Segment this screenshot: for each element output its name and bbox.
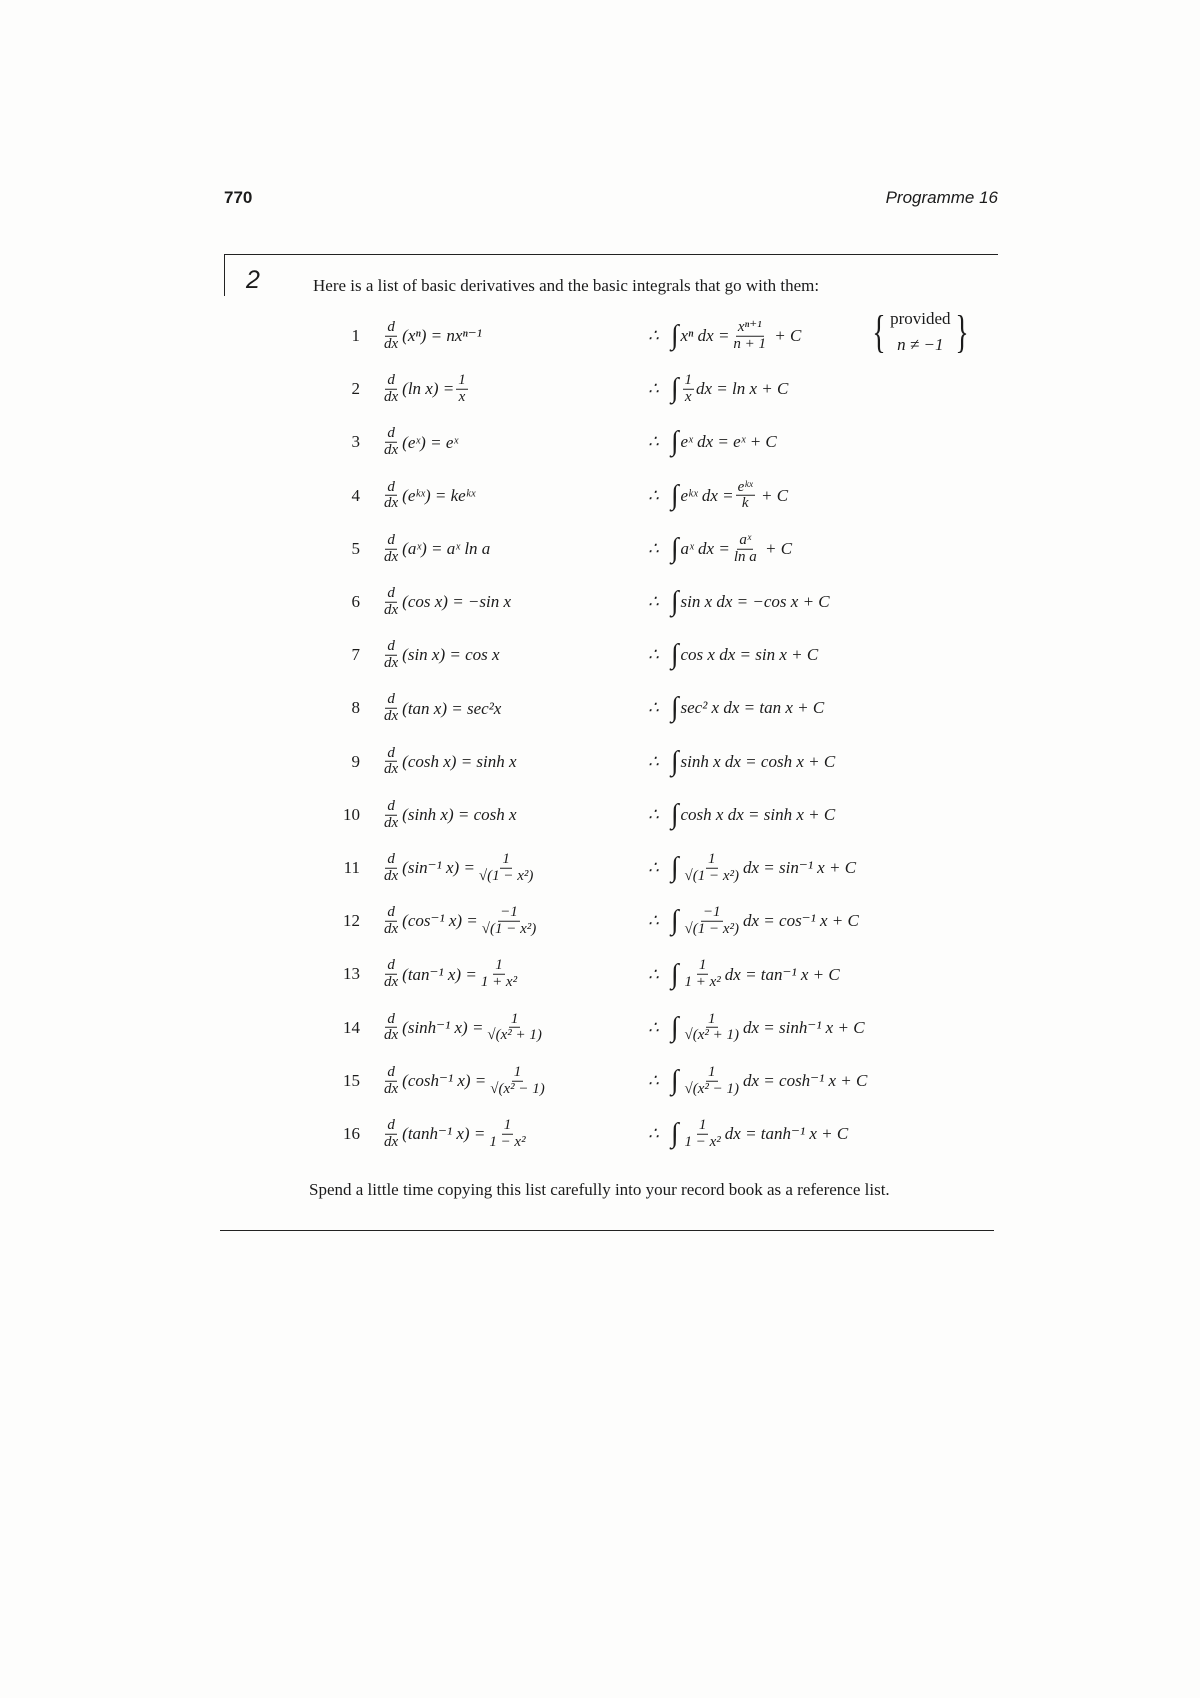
formula-number: 12	[343, 911, 360, 931]
d-dx-denominator: dx	[384, 654, 399, 671]
derivative-result: = sec²x	[451, 698, 502, 718]
formula-number: 5	[351, 538, 360, 558]
formula-number: 6	[351, 592, 360, 611]
integral-sign: ∫	[670, 320, 679, 351]
formula-number: 13	[343, 964, 360, 984]
integral	[648, 641, 818, 669]
derivative-function: (tanh⁻¹ x) =	[402, 1124, 486, 1143]
integrand-fraction-denominator: √(x² + 1)	[684, 1027, 739, 1044]
integral-result-fraction	[731, 320, 768, 353]
integral-expression: dx = tanh⁻¹ x + C	[724, 1124, 849, 1143]
derivative-result: = cos x	[449, 645, 500, 665]
formula-row	[330, 1110, 990, 1158]
derivative-function: (tan⁻¹ x) =	[402, 964, 477, 984]
formula-row	[330, 631, 990, 679]
integral-result-fraction	[736, 479, 755, 512]
integrand-fraction-numerator: 1	[708, 1063, 716, 1080]
derivative	[380, 479, 475, 512]
derivative-fraction-numerator: 1	[502, 850, 510, 867]
formula-row	[330, 684, 990, 732]
d-dx-denominator: dx	[384, 441, 399, 458]
d-dx-denominator: dx	[384, 1133, 399, 1150]
derivative-function: (cosh x)	[402, 751, 457, 771]
condition-note	[868, 306, 973, 357]
integral	[648, 958, 840, 991]
derivative	[380, 533, 490, 566]
therefore-symbol: ∴	[648, 645, 659, 665]
integrand-fraction-denominator: x	[684, 388, 692, 405]
integral	[648, 588, 830, 616]
derivative-function: (eᵏˣ)	[402, 485, 431, 505]
derivative-fraction	[479, 958, 519, 991]
derivative-fraction-numerator: 1	[495, 957, 503, 974]
derivative-function: (sinh⁻¹ x) =	[402, 1017, 484, 1037]
condition-line-1: provided	[890, 309, 951, 328]
integral-expression: cosh x dx = sinh x + C	[680, 804, 836, 824]
integral-expression: sin x dx = −cos x + C	[680, 592, 830, 611]
d-dx-numerator: d	[387, 903, 395, 920]
d-dx-numerator: d	[387, 637, 395, 654]
integral-expression: dx = sinh⁻¹ x + C	[743, 1017, 865, 1037]
derivative-function: (ln x) =	[402, 379, 455, 399]
derivative-result: = cosh x	[457, 804, 517, 824]
formula-number: 9	[351, 751, 360, 771]
derivative	[380, 639, 500, 672]
integral-expression: eˣ dx = eˣ + C	[680, 432, 777, 452]
derivative-function: (cos⁻¹ x) =	[402, 911, 478, 931]
derivative-fraction-denominator: x	[458, 388, 466, 405]
derivative	[380, 852, 537, 885]
integral-sign: ∫	[670, 1011, 679, 1043]
intro-text: Here is a list of basic derivatives and the basic integrals that go with them:	[313, 276, 820, 295]
top-rule	[224, 254, 998, 255]
integral	[648, 479, 788, 512]
formula-row	[330, 1057, 990, 1105]
d-dx-denominator: dx	[384, 388, 399, 405]
integral-sign: ∫	[670, 426, 679, 458]
d-dx-denominator: dx	[384, 548, 399, 565]
derivative-fraction-denominator: √(x² − 1)	[490, 1080, 545, 1097]
formula-row	[330, 525, 990, 573]
derivative-fraction	[485, 1011, 544, 1044]
integral-sign: ∫	[670, 745, 679, 777]
derivative	[380, 905, 540, 938]
integrand-fraction-numerator: 1	[698, 957, 707, 974]
d-dx-numerator: d	[387, 1010, 395, 1027]
integral-expression: dx = cosh⁻¹ x + C	[743, 1070, 868, 1090]
integrand-fraction	[683, 373, 695, 406]
derivative-fraction	[477, 852, 536, 885]
integral-constant: + C	[765, 538, 793, 558]
therefore-symbol: ∴	[648, 379, 659, 399]
formula-row	[330, 365, 990, 413]
derivative-function: (cosh⁻¹ x) =	[402, 1070, 487, 1090]
derivative-result: = −sin x	[452, 592, 512, 611]
formula-number: 2	[351, 379, 360, 399]
formula-number: 16	[343, 1124, 360, 1143]
d-dx-numerator: d	[387, 371, 395, 388]
therefore-symbol: ∴	[648, 1124, 659, 1143]
d-dx-denominator: dx	[384, 973, 399, 990]
formula-row	[330, 578, 990, 626]
d-dx	[382, 799, 400, 832]
formula-number: 14	[343, 1017, 360, 1037]
derivative-fraction	[456, 373, 468, 406]
integral	[648, 320, 801, 353]
integrand-fraction-numerator: 1	[698, 1116, 707, 1133]
formula-row	[330, 1004, 990, 1052]
therefore-symbol: ∴	[648, 326, 659, 345]
derivative-function: (eˣ)	[402, 432, 426, 452]
formula-row	[330, 950, 990, 998]
derivative	[380, 586, 511, 619]
d-dx-numerator: d	[387, 1116, 395, 1133]
left-brace: {	[872, 305, 886, 357]
integral-sign: ∫	[670, 639, 679, 671]
d-dx-denominator: dx	[384, 920, 399, 937]
d-dx	[382, 1118, 400, 1151]
condition-lines	[890, 306, 950, 357]
derivative	[380, 1011, 546, 1044]
d-dx-numerator: d	[387, 1063, 395, 1080]
integral-expression: xⁿ dx =	[680, 326, 730, 345]
integral-sign: ∫	[670, 586, 679, 617]
d-dx	[382, 479, 400, 512]
formula-number: 15	[343, 1070, 360, 1090]
closing-text: Spend a little time copying this list carefully into your record book as a reference list.	[309, 1180, 890, 1199]
derivative-result: = nxⁿ⁻¹	[430, 326, 482, 345]
therefore-symbol: ∴	[648, 858, 659, 877]
d-dx-denominator: dx	[384, 495, 399, 512]
integral-result-fraction	[732, 533, 759, 566]
integral	[648, 852, 856, 885]
derivative-function: (sin x)	[402, 645, 446, 665]
d-dx-denominator: dx	[384, 601, 399, 618]
d-dx	[382, 586, 400, 619]
condition-line-2: n ≠ −1	[897, 334, 944, 354]
integral	[648, 533, 792, 566]
integrand-fraction-denominator: 1 + x²	[684, 973, 721, 990]
integral	[648, 694, 824, 722]
d-dx-numerator: d	[387, 584, 395, 601]
integral-result-fraction-denominator: ln a	[733, 548, 757, 565]
derivative-fraction-denominator: √(x² + 1)	[487, 1027, 542, 1044]
page-number: 770	[224, 188, 253, 207]
derivative-fraction-denominator: 1 + x²	[480, 973, 518, 990]
integral	[648, 1011, 865, 1044]
d-dx-numerator: d	[387, 318, 395, 335]
d-dx-denominator: dx	[384, 867, 399, 884]
d-dx-denominator: dx	[384, 707, 399, 724]
derivative-function: (sinh x)	[402, 804, 454, 824]
formula-row	[330, 738, 990, 786]
d-dx	[382, 320, 400, 353]
integral-result-fraction-denominator: k	[741, 495, 749, 512]
derivative-result: = eˣ	[430, 432, 459, 452]
integral	[648, 1118, 848, 1151]
formula-number: 3	[351, 432, 360, 452]
formula-number: 10	[343, 804, 360, 824]
integral-expression: sinh x dx = cosh x + C	[680, 751, 836, 771]
derivative-function: (xⁿ)	[402, 326, 427, 345]
d-dx-denominator: dx	[384, 761, 399, 778]
derivative-function: (aˣ)	[402, 538, 427, 558]
therefore-symbol: ∴	[648, 804, 659, 824]
integral-sign: ∫	[670, 1118, 679, 1149]
integral-expression: dx = sin⁻¹ x + C	[743, 858, 857, 877]
integrand-fraction	[683, 958, 723, 991]
d-dx	[382, 533, 400, 566]
derivative-fraction	[487, 1118, 527, 1151]
d-dx	[382, 905, 400, 938]
integral-expression: dx = cos⁻¹ x + C	[743, 911, 859, 931]
integrand-fraction-numerator: 1	[684, 371, 692, 388]
derivative-function: (sin⁻¹ x) =	[402, 858, 475, 877]
formula-number: 11	[343, 858, 360, 877]
derivative-fraction-numerator: 1	[458, 371, 466, 388]
integrand-fraction	[683, 1065, 742, 1098]
integral-sign: ∫	[670, 1064, 679, 1096]
derivative-fraction	[488, 1065, 547, 1098]
integrand-fraction-denominator: 1 − x²	[684, 1133, 721, 1150]
formula-row	[330, 472, 990, 520]
integrand-fraction-denominator: √(1 − x²)	[684, 867, 739, 884]
d-dx-denominator: dx	[384, 335, 399, 352]
integral-sign: ∫	[670, 373, 679, 405]
frame-bracket	[224, 254, 225, 296]
derivative-fraction-numerator: −1	[500, 903, 518, 920]
therefore-symbol: ∴	[648, 964, 659, 984]
derivative-fraction	[480, 905, 539, 938]
integral-expression: dx = ln x + C	[696, 379, 789, 399]
formula-number: 7	[351, 645, 360, 665]
derivative	[380, 958, 521, 991]
integral-sign: ∫	[670, 798, 679, 830]
integral-result-fraction-denominator: n + 1	[733, 335, 767, 352]
d-dx	[382, 852, 400, 885]
right-brace: }	[954, 305, 969, 357]
d-dx-denominator: dx	[384, 814, 399, 831]
integral-expression: aˣ dx =	[680, 538, 730, 558]
integrand-fraction-numerator: 1	[708, 850, 716, 867]
d-dx-numerator: d	[387, 691, 395, 708]
integral-sign: ∫	[670, 692, 679, 724]
derivative-fraction-denominator: 1 − x²	[489, 1133, 526, 1150]
frame-number: 2	[246, 266, 260, 294]
derivative	[380, 426, 458, 459]
derivative-fraction-numerator: 1	[503, 1116, 512, 1133]
formula-row	[330, 791, 990, 839]
therefore-symbol: ∴	[648, 1070, 659, 1090]
derivative-result: = sinh x	[460, 751, 517, 771]
therefore-symbol: ∴	[648, 751, 659, 771]
therefore-symbol: ∴	[648, 485, 659, 505]
d-dx	[382, 958, 400, 991]
integrand-fraction-denominator: √(x² − 1)	[684, 1080, 739, 1097]
integral-sign: ∫	[670, 532, 679, 564]
integral	[648, 1065, 867, 1098]
integral-constant: + C	[774, 326, 802, 345]
therefore-symbol: ∴	[648, 538, 659, 558]
integral-sign: ∫	[670, 852, 679, 883]
integral-result-fraction-numerator: eᵏˣ	[737, 478, 753, 495]
d-dx-denominator: dx	[384, 1027, 399, 1044]
integral	[648, 428, 777, 456]
integral-expression: cos x dx = sin x + C	[680, 645, 819, 665]
integral-constant: + C	[761, 485, 789, 505]
integrand-fraction-denominator: √(1 − x²)	[684, 920, 739, 937]
d-dx	[382, 1011, 400, 1044]
d-dx	[382, 745, 400, 778]
d-dx-numerator: d	[387, 957, 395, 974]
therefore-symbol: ∴	[648, 432, 659, 452]
derivative-result: = keᵏˣ	[434, 485, 476, 505]
integrand-fraction-numerator: −1	[702, 903, 721, 920]
d-dx-numerator: d	[387, 797, 395, 814]
therefore-symbol: ∴	[648, 1017, 659, 1037]
bottom-rule	[220, 1230, 994, 1231]
integrand-fraction	[683, 1011, 742, 1044]
integrand-fraction	[683, 852, 742, 885]
derivative-result: = aˣ ln a	[431, 538, 491, 558]
derivative	[380, 1065, 549, 1098]
d-dx	[382, 373, 400, 406]
formula-row	[330, 418, 990, 466]
derivative	[380, 745, 517, 778]
d-dx-numerator: d	[387, 478, 395, 495]
formula-row	[330, 897, 990, 945]
derivative-fraction-denominator: √(1 − x²)	[478, 867, 534, 884]
integral-result-fraction-numerator: xⁿ⁺¹	[737, 318, 762, 335]
derivative-fraction-numerator: 1	[510, 1010, 519, 1027]
running-head: Programme 16	[885, 188, 998, 207]
integral-result-fraction-numerator: aˣ	[739, 531, 752, 548]
integral	[648, 373, 788, 406]
derivative-fraction-denominator: √(1 − x²)	[481, 920, 537, 937]
d-dx	[382, 1065, 400, 1098]
d-dx	[382, 639, 400, 672]
therefore-symbol: ∴	[648, 592, 659, 611]
formula-number: 4	[351, 485, 360, 505]
d-dx	[382, 692, 400, 725]
integrand-fraction-numerator: 1	[708, 1010, 716, 1027]
formula-number: 1	[351, 326, 360, 345]
formula-number: 8	[351, 698, 360, 718]
integral	[648, 798, 836, 830]
d-dx-numerator: d	[387, 744, 395, 761]
derivative-function: (tan x)	[402, 698, 448, 718]
formula-row	[330, 844, 990, 892]
derivative	[380, 320, 482, 353]
derivative	[380, 692, 501, 725]
derivative	[380, 799, 517, 832]
derivative-function: (cos x)	[402, 592, 448, 611]
d-dx-numerator: d	[387, 425, 395, 442]
integrand-fraction	[683, 1118, 723, 1151]
integral-expression: eᵏˣ dx =	[680, 485, 734, 505]
integral-expression: dx = tan⁻¹ x + C	[724, 964, 840, 984]
d-dx-numerator: d	[387, 850, 395, 867]
derivative	[380, 1118, 530, 1151]
integral-sign: ∫	[670, 479, 679, 511]
integral-expression: sec² x dx = tan x + C	[680, 698, 825, 718]
derivative	[380, 373, 470, 406]
integrand-fraction	[683, 905, 742, 938]
derivative-fraction-numerator: 1	[513, 1063, 522, 1080]
therefore-symbol: ∴	[648, 911, 659, 931]
d-dx-numerator: d	[387, 531, 395, 548]
integral	[648, 745, 836, 777]
therefore-symbol: ∴	[648, 698, 659, 718]
d-dx	[382, 426, 400, 459]
integral-sign: ∫	[670, 958, 679, 990]
integral-sign: ∫	[670, 905, 679, 937]
d-dx-denominator: dx	[384, 1080, 399, 1097]
integral	[648, 905, 859, 938]
